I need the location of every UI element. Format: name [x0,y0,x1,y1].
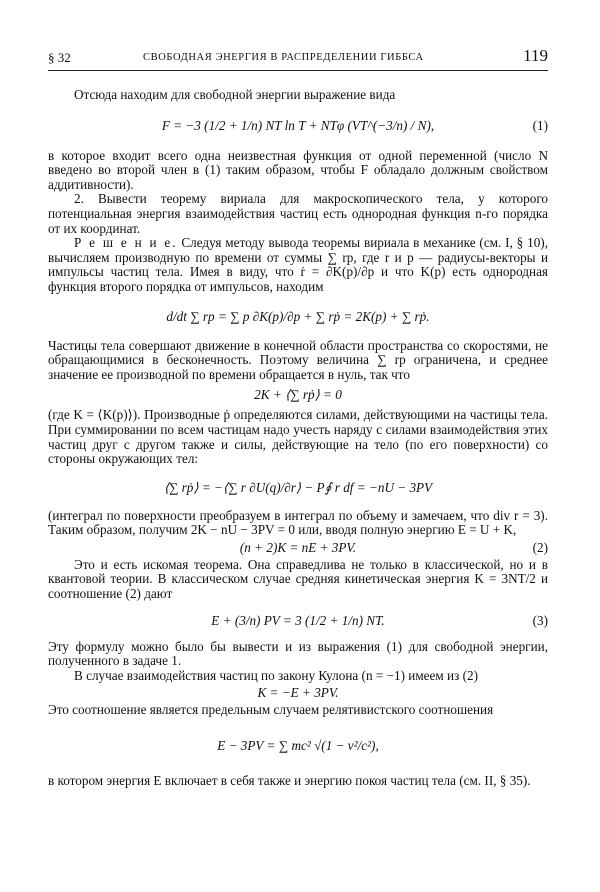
problem-2: 2. Вывести теорему вириала для макроскопического тела, у которого потенциальная энергия взаимодействия частиц есть однородная функция n-го порядка от их координат. [48,191,548,236]
equation-1 [48,103,548,149]
equation-relativistic-body: E − 3PV = ∑ mc² √(1 − v²/c²), [217,738,379,754]
equation-forces-body: ⟨∑ rṗ⟩ = −⟨∑ r ∂U(q)/∂r⟩ − P∮ r df = −nU − 3PV [163,479,433,495]
header-rule [48,70,548,71]
equation-derivative-body: d/dt ∑ rp = ∑ p ∂K(p)/∂p + ∑ rṗ = 2K(p) + ∑ rṗ. [166,308,430,324]
solution-label: Р е ш е н и е. [74,235,178,251]
equation-2-number: (2) [532,539,548,555]
equation-mean-body: 2K + ⟨∑ rṗ⟩ = 0 [254,387,342,403]
equation-2-body: (n + 2)K = nE + 3PV. [239,539,357,555]
equation-3-body: E + (3/n) PV = 3 (1/2 + 1/n) NT. [211,612,385,628]
equation-mean [48,382,548,408]
equation-2 [48,538,548,558]
paragraph-8: Это и есть искомая теорема. Она справедлива не только в классической, но и в квантовой теории. В классическом случае средняя кинетическая энергия K = 3NT/2 и соотношение (2) дают [48,556,548,602]
equation-1-body: F = −3 (1/2 + 1/n) NT ln T + NTφ (VT^(−3/n) / N), [161,117,435,133]
paragraph-2: в которое входит всего одна неизвестная функция от одной переменной (число N введено во второй член в (1) таким образом, чтобы F обладало должным свойством аддитивности). [48,147,548,192]
equation-coulomb [48,683,548,703]
paragraph-6: (где K = ⟨K(p)⟩). Производные ṗ определяются силами, действующими на частицы тела. При суммировании по всем частицам надо учесть наряду с силами взаимодействия этих частиц друг с другом также и силы, действующие на тело (по его поверхности) со стороны окружающих тел: [48,407,548,467]
paragraph-12: в котором энергия E включает в себя также и энергию покоя частиц тела (см. II, § 35). [48,773,531,789]
paragraph-1: Отсюда находим для свободной энергии выражение вида [74,87,396,102]
paragraph-10: В случае взаимодействия частиц по закону Кулона (n = −1) имеем из (2) [74,667,478,683]
equation-3-number: (3) [532,612,548,628]
paragraph-11: Это соотношение является предельным случаем релятивистского соотношения [48,702,494,718]
paragraph-9: Эту формулу можно было бы вывести и из выражения (1) для свободной энергии, полученного в задаче 1. [48,638,548,669]
running-header [48,46,548,68]
paragraph-7: (интеграл по поверхности преобразуем в интеграл по объему и замечаем, что div r = 3). Таким образом, получим 2K − nU − 3PV = 0 или, вводя полную энергию E = U + K, [48,507,548,538]
solution-text: Следуя методу вывода теоремы вириала в механике (см. I, § 10), вычисляем производную по времени от суммы ∑ rp, где r и p — радиусы-векторы и импульсы частиц тела. Имея в виду, что ṙ = ∂K(p)/∂p и что K(p) есть однородная функция второго порядка от импульсов, находим [48,235,548,294]
equation-relativistic [48,718,548,774]
paragraph-5: Частицы тела совершают движение в конечной области пространства со скоростями, не обращающимися в бесконечность. Поэтому величина ∑ rp ограничена, и среднее значение ее производной по времени обращается в нуль, так что [48,337,548,382]
solution-paragraph [48,236,548,294]
page-body [48,88,548,789]
section-number: § 32 [48,50,71,65]
equation-derivative [48,295,548,339]
equation-3 [48,602,548,640]
running-title: СВОБОДНАЯ ЭНЕРГИЯ В РАСПРЕДЕЛЕНИИ ГИББСА [143,52,424,63]
equation-forces [48,467,548,509]
equation-coulomb-body: K = −E + 3PV. [257,685,339,701]
equation-1-number: (1) [532,117,548,133]
page-number: 119 [523,46,548,65]
